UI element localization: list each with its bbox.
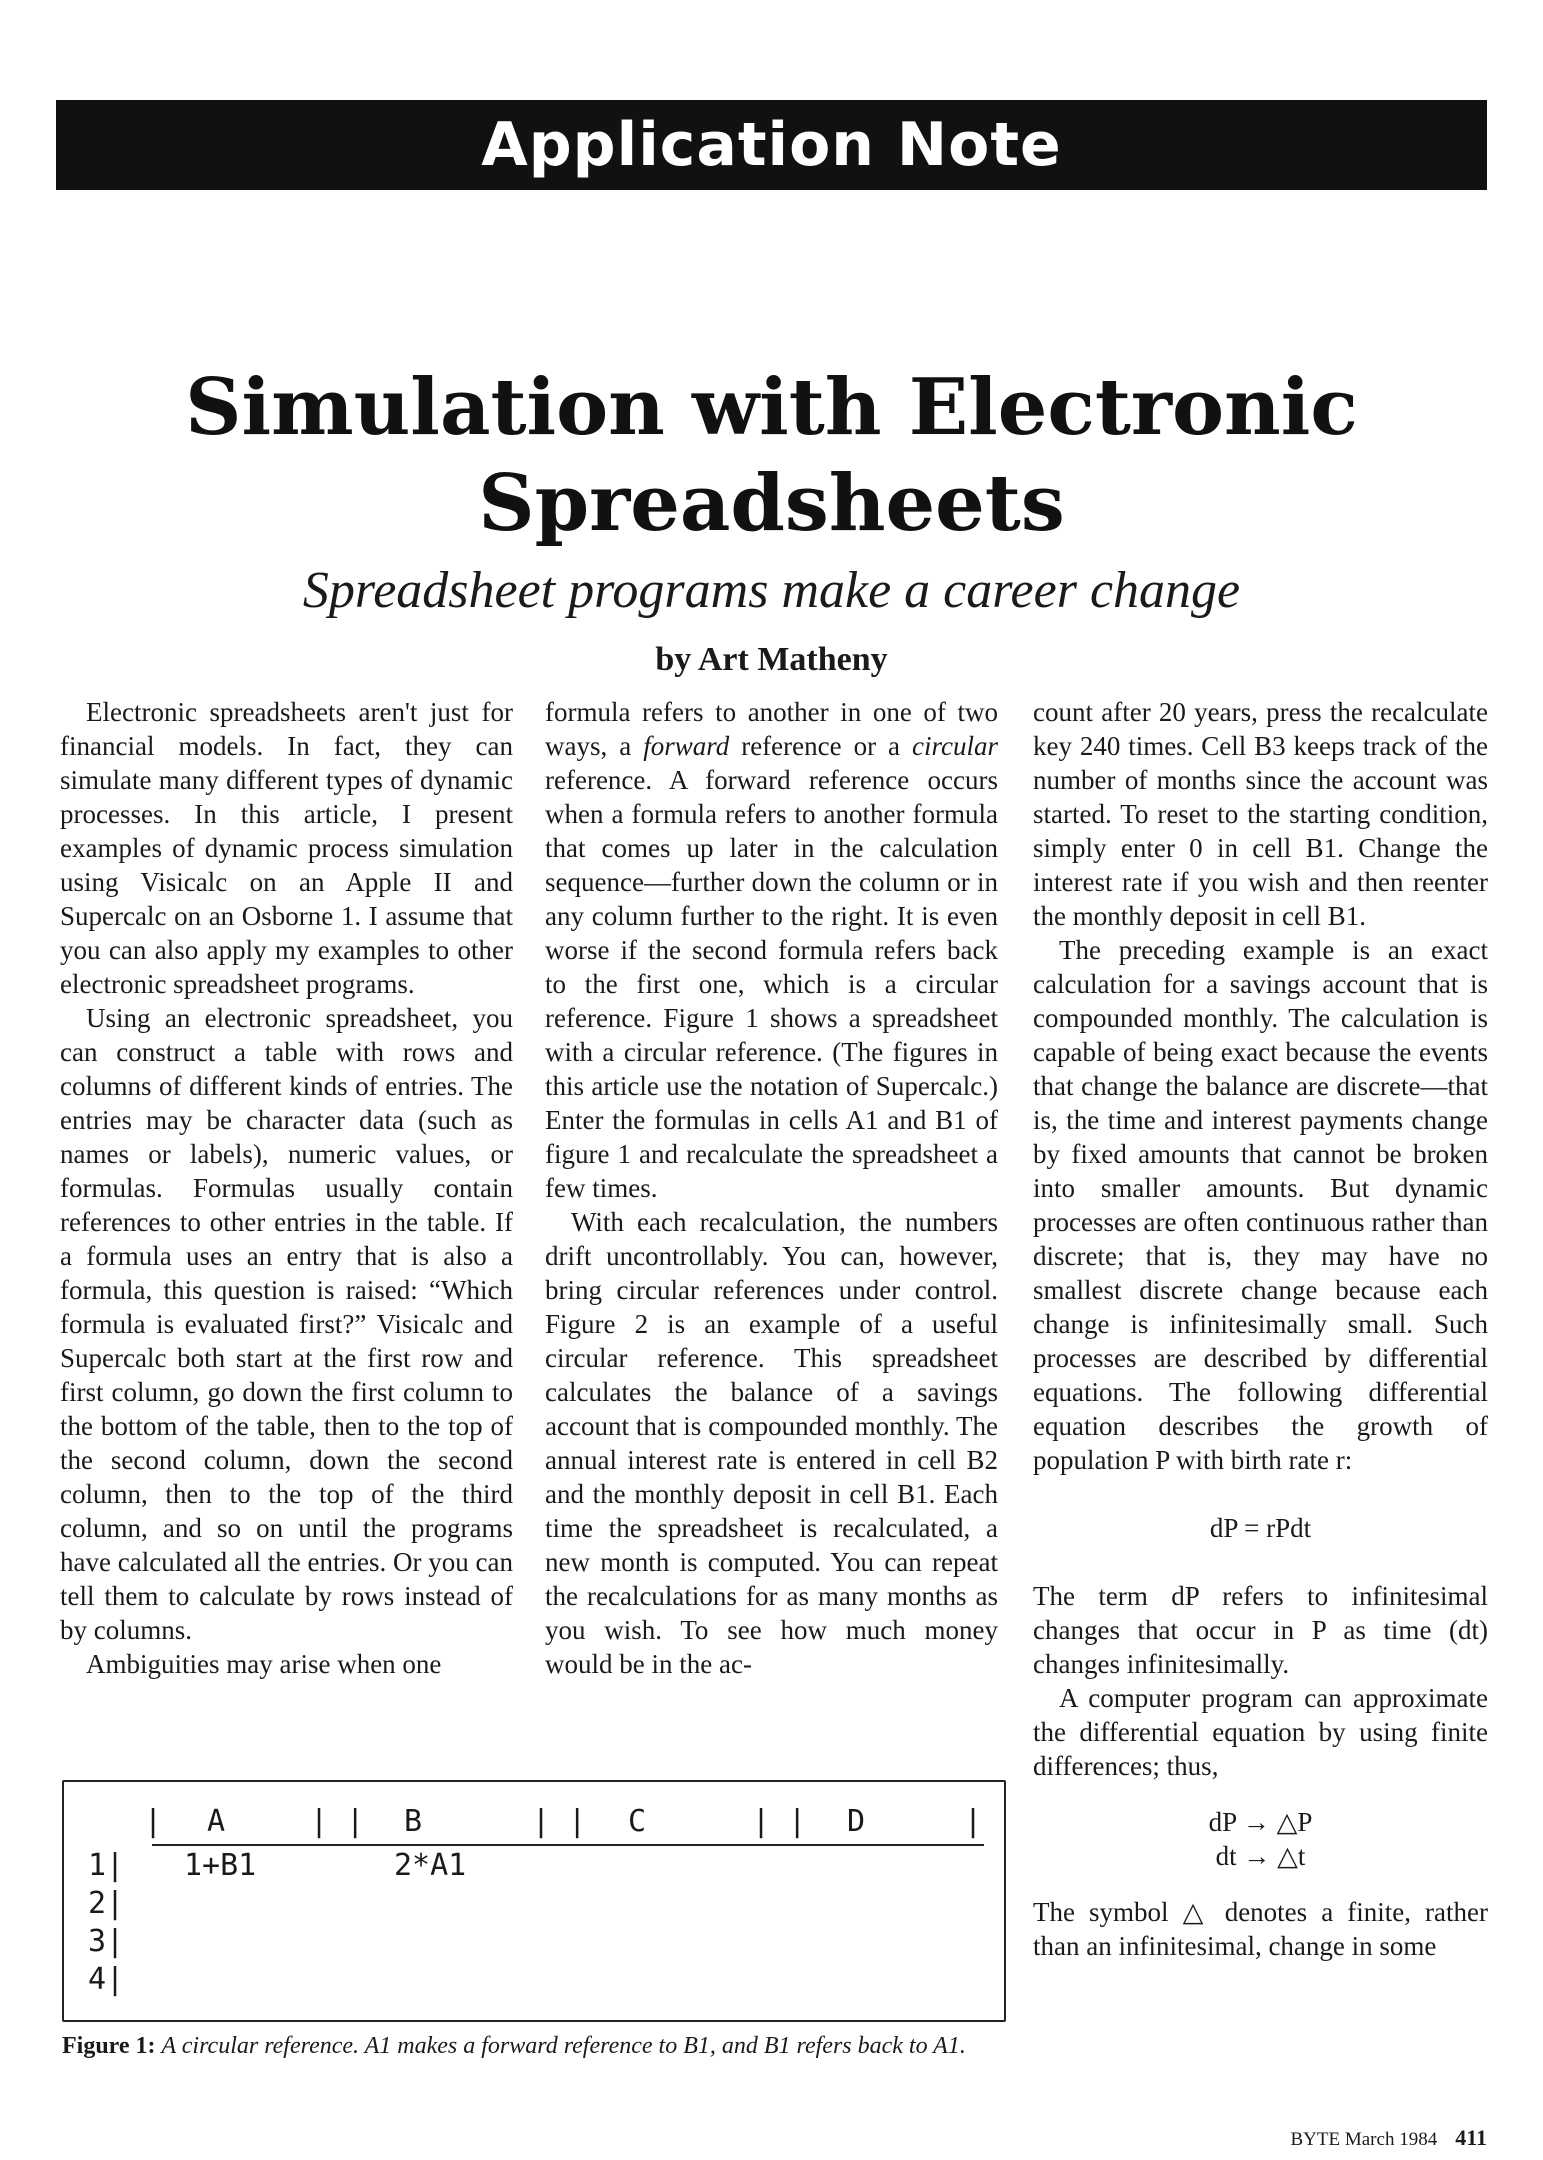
byline: by Art Matheny <box>655 641 888 678</box>
header-separator: | <box>964 1804 983 1839</box>
column-2 <box>545 695 998 1681</box>
title-line-2: Spreadsheets <box>478 458 1065 549</box>
paragraph: The term dP refers to infinitesimal changes that occur in P as time (dt) changes infinitesimally. <box>1033 1581 1488 1679</box>
column-1 <box>60 695 513 1681</box>
header-separator: | | <box>310 1804 365 1839</box>
article-subtitle: Spreadsheet programs make a career change <box>302 562 1241 619</box>
equation-group <box>1033 1805 1488 1873</box>
paragraph: With each recalculation, the numbers drift uncontrollably. You can, however, bring circular references under control. Figure 2 is an example of a useful circular reference. This spreadsheet calculates the balance of a savings account that is compounded monthly. The annual interest rate is entered in cell B2 and the monthly deposit in cell B1. Each time the spreadsheet is recalculated, a new month is computed. You can repeat the recalculations for as many months as you wish. To see how much money would be in the ac- <box>545 1207 998 1679</box>
caption-text: A circular reference. A1 makes a forward reference to B1, and B1 refers back to A1. <box>161 2033 966 2059</box>
paragraph: The symbol △ denotes a finite, rather than an infinitesimal, change in some <box>1033 1897 1488 1961</box>
title-line-1: Simulation with Electronic <box>185 362 1358 453</box>
row-label-3: 3| <box>88 1924 125 1959</box>
header-separator: | <box>144 1804 163 1839</box>
section-banner: Application Note <box>56 100 1487 190</box>
column-header-c: C <box>628 1804 647 1839</box>
emphasis: circular <box>912 731 998 761</box>
column-header-d: D <box>847 1804 866 1839</box>
equation: dP → △P <box>1208 1807 1313 1837</box>
paragraph: The preceding example is an exact calculation for a savings account that is compounded monthly. The calculation is capable of being exact because the events that change the balance are discrete—that is, the time and interest payments change by fixed amounts that cannot be broken into smaller amounts. But dynamic processes are often continuous rather than discrete; that is, they may have no smallest discrete change because each change is infinitesimally small. Such processes are described by differential equations. The following differential equation describes the growth of population P with birth rate r: <box>1033 935 1488 1475</box>
column-header-a: A <box>207 1804 226 1839</box>
header-separator: | | <box>752 1804 807 1839</box>
page-footer <box>1291 2125 1488 2151</box>
equation: dt → △t <box>1215 1841 1306 1871</box>
cell-a1: 1+B1 <box>184 1848 257 1883</box>
column-header-row <box>144 1804 984 1846</box>
text-run: reference or a <box>729 731 913 761</box>
emphasis: forward <box>643 731 730 761</box>
column-3 <box>1033 695 1488 1963</box>
paragraph: Ambiguities may arise when one <box>86 1649 442 1679</box>
page-number: 411 <box>1455 2125 1487 2150</box>
header-separator: | | <box>532 1804 587 1839</box>
issue-label: BYTE March 1984 <box>1290 2129 1438 2150</box>
article-title <box>0 360 1543 552</box>
column-header-b: B <box>404 1804 423 1839</box>
paragraph: A computer program can approximate the differential equation by using finite differences; thus, <box>1033 1683 1488 1781</box>
text-run: formula refers to another in one of two ways, a <box>545 697 998 761</box>
row-label-4: 4| <box>88 1962 125 1997</box>
paragraph: count after 20 years, press the recalculate key 240 times. Cell B3 keeps track of the number of months since the account was started. To reset to the starting condition, simply enter 0 in cell B1. Change the interest rate if you wish and then reenter the monthly deposit in cell B1. <box>1033 697 1488 931</box>
text-run: reference. A forward reference occurs when a formula refers to another formula that comes up later in the calculation sequence—further down the column or in any column further to the right. It is even worse if the second formula refers back to the first one, which is a circular reference. Figure 1 shows a spreadsheet with a circular reference. (The figures in this article use the notation of Supercalc.) Enter the formulas in cells A1 and B1 of figure 1 and recalculate the spreadsheet a few times. <box>545 765 998 1203</box>
paragraph <box>545 695 998 1205</box>
cell-b1: 2*A1 <box>394 1848 467 1883</box>
caption-label: Figure 1: <box>62 2033 156 2059</box>
equation: dP = rPdt <box>1209 1513 1312 1543</box>
paragraph: Electronic spreadsheets aren't just for financial models. In fact, they can simulate many different types of dynamic processes. In this article, I present examples of dynamic process simulation using Visicalc on an Apple II and Supercalc on an Osborne 1. I assume that you can also apply my examples to other electronic spreadsheet programs. <box>60 697 513 999</box>
row-label-1: 1| <box>88 1848 125 1883</box>
figure-1-spreadsheet <box>62 1780 1006 2022</box>
figure-caption <box>62 2030 1022 2062</box>
paragraph: Using an electronic spreadsheet, you can construct a table with rows and columns of different kinds of entries. The entries may be character data (such as names or labels), numeric values, or formulas. Formulas usually contain references to other entries in the table. If a formula uses an entry that is also a formula, this question is raised: “Which formula is evaluated first?” Visicalc and Supercalc both start at the first row and first column, go down the first column to the bottom of the table, then to the top of the second column, down the second column, then to the top of the third column, and so on until the programs have calculated all the entries. Or you can tell them to calculate by rows instead of by columns. <box>60 1003 513 1645</box>
row-label-2: 2| <box>88 1886 125 1921</box>
